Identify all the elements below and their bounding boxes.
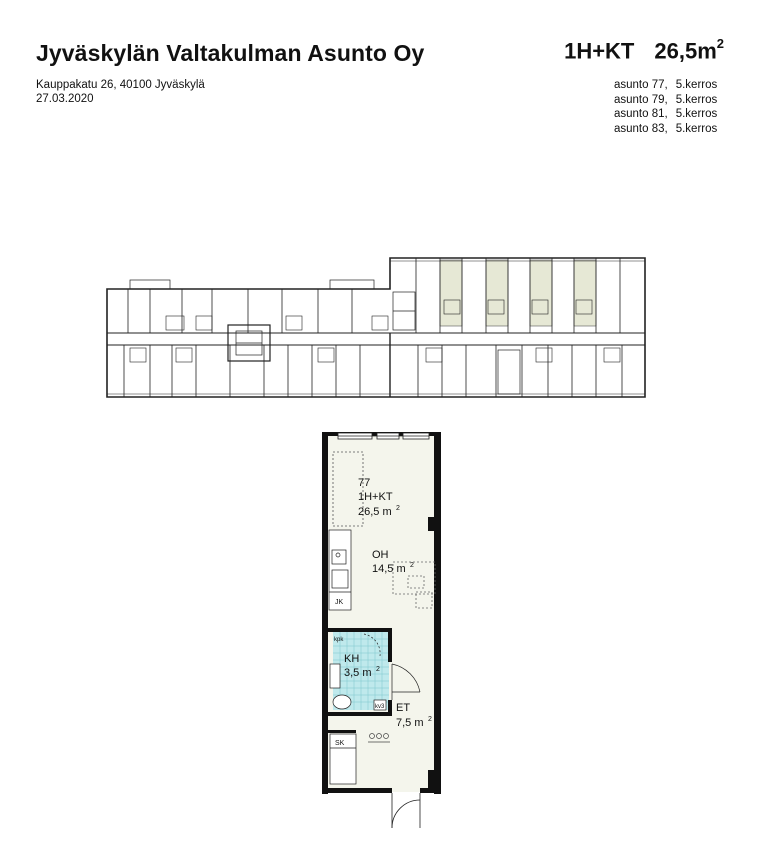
apartment-floor: 5.kerros [675, 93, 718, 106]
apartment-number: 77 [358, 477, 371, 489]
room-kh-name: KH [344, 653, 360, 665]
apartment-floor: 5.kerros [675, 108, 718, 120]
room-et-area: 7,5 m [396, 717, 424, 729]
sup: 2 [396, 505, 400, 512]
sup: 2 [410, 562, 414, 569]
sup: 2 [428, 716, 432, 723]
fixture-kpk: kpk [334, 637, 344, 643]
room-oh-name: OH [372, 549, 389, 561]
apartment-name: asunto 79, [614, 93, 668, 106]
windows [338, 433, 429, 439]
apartment-floor: 5.kerros [675, 122, 718, 135]
unit-type: 1H+KT [564, 38, 635, 64]
key-plan [107, 258, 645, 397]
apartment-name: asunto 83, [614, 122, 668, 135]
apartment-name: asunto 81, [614, 108, 668, 120]
entrance-door [392, 793, 420, 828]
apartment-type: 1H+KT [358, 491, 393, 503]
apartment-floor: 5.kerros [675, 79, 718, 91]
kitchen [329, 530, 351, 610]
sup: 2 [376, 666, 380, 673]
apartment-name: asunto 77, [614, 79, 668, 91]
fixture-jk: JK [335, 599, 344, 606]
address: Kauppakatu 26, 40100 Jyväskylä [36, 79, 205, 91]
apartment-plan [322, 432, 441, 828]
room-et-name: ET [396, 702, 411, 714]
fixture-sk: SK [335, 740, 345, 747]
highlighted-apartments [440, 260, 596, 326]
date: 27.03.2020 [36, 93, 94, 105]
room-oh-area: 14,5 m [372, 563, 406, 575]
unit-area-sup: 2 [716, 36, 724, 51]
room-kh-area: 3,5 m [344, 667, 372, 679]
apartment-area: 26,5 m [358, 506, 392, 518]
fixture-kv: kv3 [375, 704, 385, 710]
unit-area: 26,5m [654, 38, 717, 64]
project-title: Jyväskylän Valtakulman Asunto Oy [36, 40, 425, 66]
